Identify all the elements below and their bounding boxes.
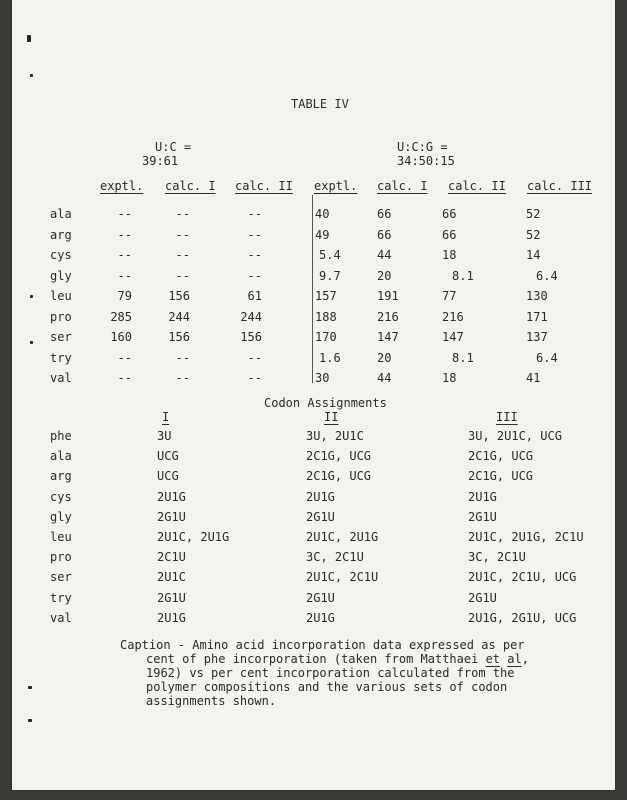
table-cell: 9.7 (319, 269, 341, 283)
amino-acid-label: try (50, 591, 72, 605)
punch-mark (27, 35, 31, 42)
codon-cell: 2C1G, UCG (306, 469, 372, 483)
punch-mark (28, 719, 32, 722)
codon-cell: 2U1C (157, 570, 186, 584)
amino-acid-label: pro (50, 310, 72, 324)
table-cell: -- (175, 351, 190, 365)
table-cell: 157 (315, 289, 337, 303)
table-cell: 20 (377, 269, 392, 283)
group1-ratio-value: 39:61 (142, 154, 179, 168)
codon-cell: 2U1C, 2U1G (157, 530, 230, 544)
table-cell: 216 (377, 310, 399, 324)
amino-acid-label: cys (50, 248, 72, 262)
amino-acid-label: ser (50, 570, 72, 584)
table-cell: 130 (526, 289, 548, 303)
amino-acid-label: try (50, 351, 72, 365)
table-cell: 5.4 (319, 248, 341, 262)
table-cell: -- (247, 351, 262, 365)
table-cell: 77 (442, 289, 457, 303)
column-header: calc. III (527, 179, 593, 193)
column-header: exptl. (100, 179, 144, 193)
table-cell: 188 (315, 310, 337, 324)
table-cell: 44 (377, 248, 392, 262)
amino-acid-label: phe (50, 429, 72, 443)
codon-cell: 2U1G (306, 490, 335, 504)
amino-acid-label: leu (50, 530, 72, 544)
column-header: calc. II (235, 179, 293, 193)
caption-line: Caption - Amino acid incorporation data expressed as per (120, 638, 525, 652)
amino-acid-label: gly (50, 510, 72, 524)
table-cell: 61 (247, 289, 262, 303)
column-header: calc. I (165, 179, 216, 193)
table-cell: 30 (315, 371, 330, 385)
codon-cell: 2U1C, 2C1U, UCG (468, 570, 577, 584)
table-cell: 79 (117, 289, 132, 303)
amino-acid-label: ala (50, 449, 72, 463)
punch-mark (30, 74, 33, 77)
codon-cell: 2U1G (306, 611, 335, 625)
amino-acid-label: val (50, 371, 72, 385)
table-cell: 171 (526, 310, 548, 324)
punch-mark (28, 686, 32, 689)
table-cell: -- (247, 248, 262, 262)
codon-cell: 2G1U (468, 591, 497, 605)
table-cell: 170 (315, 330, 337, 344)
document-page (12, 0, 615, 790)
codon-cell: UCG (157, 469, 179, 483)
table-cell: 147 (377, 330, 399, 344)
table-cell: 41 (526, 371, 541, 385)
codon-cell: 3U (157, 429, 172, 443)
group1-ratio-label: U:C = (155, 140, 192, 154)
amino-acid-label: gly (50, 269, 72, 283)
table-cell: 49 (315, 228, 330, 242)
table-cell: 160 (110, 330, 132, 344)
table-cell: 285 (110, 310, 132, 324)
table-title: TABLE IV (291, 97, 349, 111)
amino-acid-label: leu (50, 289, 72, 303)
codon-cell: 2G1U (468, 510, 497, 524)
codon-cell: 2U1G (468, 490, 497, 504)
codon-cell: 2C1G, UCG (468, 469, 534, 483)
caption-line: assignments shown. (146, 694, 277, 708)
table-cell: -- (247, 371, 262, 385)
codon-cell: 3U, 2U1C (306, 429, 364, 443)
column-header: calc. II (448, 179, 506, 193)
amino-acid-label: cys (50, 490, 72, 504)
codon-cell: 2G1U (306, 510, 335, 524)
column-header: exptl. (314, 179, 358, 193)
table-cell: -- (117, 371, 132, 385)
table-cell: 52 (526, 207, 541, 221)
table-divider (312, 195, 313, 383)
codon-cell: 3C, 2C1U (468, 550, 526, 564)
caption-line: 1962) vs per cent incorporation calculated from the (146, 666, 515, 680)
codon-cell: 2C1U (157, 550, 186, 564)
codon-cell: 2C1G, UCG (306, 449, 372, 463)
table-cell: 6.4 (536, 351, 558, 365)
table-cell: 156 (240, 330, 262, 344)
codon-cell: 2G1U (157, 510, 186, 524)
table-cell: 244 (168, 310, 190, 324)
table-cell: -- (247, 207, 262, 221)
codon-set-header: III (496, 410, 518, 424)
table-cell: -- (117, 269, 132, 283)
amino-acid-label: arg (50, 228, 72, 242)
table-cell: 216 (442, 310, 464, 324)
group2-ratio-label: U:C:G = (397, 140, 448, 154)
table-cell: 1.6 (319, 351, 341, 365)
amino-acid-label: ala (50, 207, 72, 221)
table-cell: 8.1 (452, 269, 474, 283)
table-cell: 156 (168, 330, 190, 344)
codon-cell: 3C, 2C1U (306, 550, 364, 564)
table-cell: 44 (377, 371, 392, 385)
table-cell: -- (117, 248, 132, 262)
table-cell: 14 (526, 248, 541, 262)
table-cell: -- (175, 228, 190, 242)
table-cell: 20 (377, 351, 392, 365)
table-cell: 244 (240, 310, 262, 324)
table-cell: 66 (377, 207, 392, 221)
codon-cell: 2U1C, 2C1U (306, 570, 379, 584)
codon-cell: 2U1G (157, 611, 186, 625)
group2-ratio-value: 34:50:15 (397, 154, 455, 168)
table-cell: 52 (526, 228, 541, 242)
codon-heading: Codon Assignments (264, 396, 387, 410)
table-cell: -- (117, 228, 132, 242)
table-cell: -- (175, 371, 190, 385)
codon-cell: 2G1U (157, 591, 186, 605)
codon-cell: 2U1G (157, 490, 186, 504)
column-header: calc. I (377, 179, 428, 193)
punch-mark (30, 295, 33, 298)
table-cell: 40 (315, 207, 330, 221)
table-cell: -- (175, 269, 190, 283)
table-cell: -- (175, 248, 190, 262)
codon-cell: UCG (157, 449, 179, 463)
table-cell: -- (175, 207, 190, 221)
table-cell: -- (247, 269, 262, 283)
codon-cell: 3U, 2U1C, UCG (468, 429, 562, 443)
table-cell: 147 (442, 330, 464, 344)
table-cell: -- (247, 228, 262, 242)
table-cell: -- (117, 351, 132, 365)
table-cell: 66 (377, 228, 392, 242)
table-cell: 66 (442, 207, 457, 221)
codon-set-header: II (324, 410, 339, 424)
caption-line: polymer compositions and the various sets of codon (146, 680, 508, 694)
amino-acid-label: pro (50, 550, 72, 564)
amino-acid-label: val (50, 611, 72, 625)
punch-mark (30, 341, 33, 344)
codon-cell: 2G1U (306, 591, 335, 605)
codon-cell: 2U1C, 2U1G, 2C1U (468, 530, 584, 544)
codon-cell: 2U1G, 2G1U, UCG (468, 611, 577, 625)
table-cell: 137 (526, 330, 548, 344)
amino-acid-label: arg (50, 469, 72, 483)
codon-set-header: I (162, 410, 170, 424)
table-cell: 6.4 (536, 269, 558, 283)
caption-line: cent of phe incorporation (taken from Matthaei et al, (146, 652, 529, 666)
table-cell: 8.1 (452, 351, 474, 365)
codon-cell: 2C1G, UCG (468, 449, 534, 463)
amino-acid-label: ser (50, 330, 72, 344)
table-cell: 66 (442, 228, 457, 242)
table-cell: 18 (442, 371, 457, 385)
table-cell: 18 (442, 248, 457, 262)
table-cell: 156 (168, 289, 190, 303)
codon-cell: 2U1C, 2U1G (306, 530, 379, 544)
table-cell: 191 (377, 289, 399, 303)
table-cell: -- (117, 207, 132, 221)
